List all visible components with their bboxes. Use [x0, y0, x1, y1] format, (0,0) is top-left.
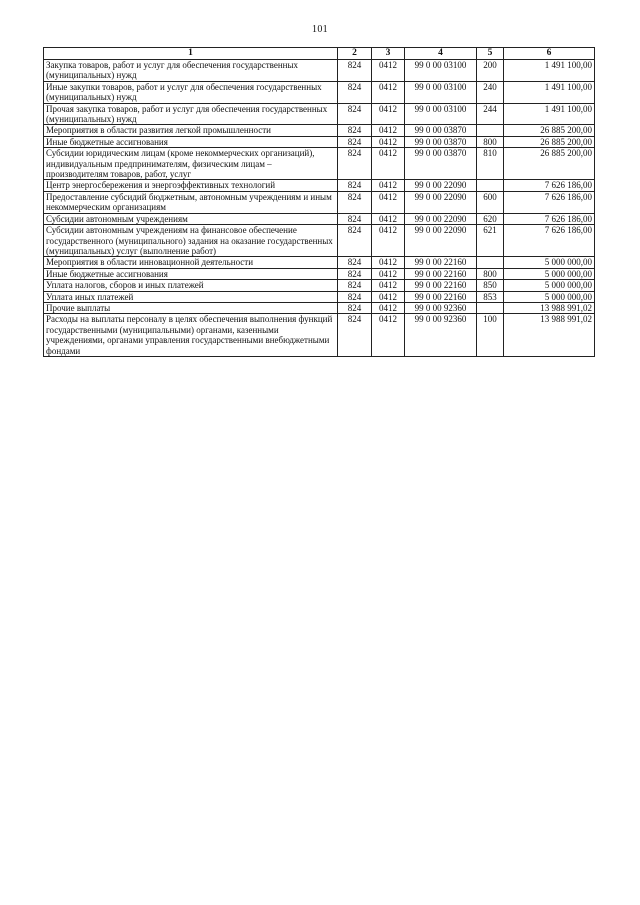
row-name: Расходы на выплаты персоналу в целях обеспечения выполнения функций государственными (муниципальными) органами, казенными учреждениями, органами управления государственными внебюджетными фондами	[44, 314, 338, 357]
row-name: Закупка товаров, работ и услуг для обеспечения государственных (муниципальных) нужд	[44, 60, 338, 82]
row-section-code: 0412	[372, 136, 405, 147]
row-amount: 26 885 200,00	[504, 148, 595, 180]
row-section-code: 0412	[372, 314, 405, 357]
row-section-code: 0412	[372, 180, 405, 191]
row-ministry-code: 824	[338, 60, 372, 82]
row-target-code: 99 0 00 03870	[405, 148, 477, 180]
column-header-name: 1	[44, 48, 338, 60]
table-row	[44, 213, 595, 224]
row-target-code: 99 0 00 22160	[405, 280, 477, 291]
column-header-target-article: 4	[405, 48, 477, 60]
row-amount: 7 626 186,00	[504, 191, 595, 213]
table-row	[44, 302, 595, 313]
row-amount: 1 491 100,00	[504, 81, 595, 103]
row-ministry-code: 824	[338, 257, 372, 268]
row-expense-type-code	[477, 302, 504, 313]
column-header-section: 3	[372, 48, 405, 60]
row-target-code: 99 0 00 03870	[405, 136, 477, 147]
row-amount: 7 626 186,00	[504, 225, 595, 257]
row-section-code: 0412	[372, 225, 405, 257]
budget-table	[43, 47, 595, 357]
row-target-code: 99 0 00 03870	[405, 125, 477, 136]
row-amount: 5 000 000,00	[504, 280, 595, 291]
table-row	[44, 280, 595, 291]
row-target-code: 99 0 00 03100	[405, 103, 477, 125]
row-amount: 1 491 100,00	[504, 103, 595, 125]
page-number: 101	[312, 24, 328, 35]
row-section-code: 0412	[372, 280, 405, 291]
row-amount: 7 626 186,00	[504, 180, 595, 191]
row-section-code: 0412	[372, 125, 405, 136]
row-target-code: 99 0 00 22090	[405, 213, 477, 224]
row-section-code: 0412	[372, 60, 405, 82]
row-amount: 13 988 991,02	[504, 314, 595, 357]
row-name: Иные бюджетные ассигнования	[44, 136, 338, 147]
row-ministry-code: 824	[338, 103, 372, 125]
row-name: Субсидии автономным учреждениям на финансовое обеспечение государственного (муниципального) задания на оказание государственных (муниципальных) услуг (выполнение работ)	[44, 225, 338, 257]
table-row	[44, 103, 595, 125]
row-ministry-code: 824	[338, 225, 372, 257]
row-name: Мероприятия в области развития легкой промышленности	[44, 125, 338, 136]
row-name: Субсидии автономным учреждениям	[44, 213, 338, 224]
row-amount: 5 000 000,00	[504, 257, 595, 268]
row-expense-type-code: 800	[477, 268, 504, 279]
row-name: Уплата налогов, сборов и иных платежей	[44, 280, 338, 291]
row-expense-type-code: 240	[477, 81, 504, 103]
row-name: Мероприятия в области инновационной деятельности	[44, 257, 338, 268]
row-target-code: 99 0 00 22090	[405, 180, 477, 191]
row-target-code: 99 0 00 03100	[405, 81, 477, 103]
column-header-amount: 6	[504, 48, 595, 60]
table-row	[44, 257, 595, 268]
row-expense-type-code: 850	[477, 280, 504, 291]
table-row	[44, 136, 595, 147]
row-ministry-code: 824	[338, 125, 372, 136]
row-amount: 13 988 991,02	[504, 302, 595, 313]
row-name: Уплата иных платежей	[44, 291, 338, 302]
row-expense-type-code	[477, 180, 504, 191]
table-row	[44, 314, 595, 357]
row-target-code: 99 0 00 03100	[405, 60, 477, 82]
row-expense-type-code: 100	[477, 314, 504, 357]
row-ministry-code: 824	[338, 291, 372, 302]
row-target-code: 99 0 00 22090	[405, 225, 477, 257]
row-target-code: 99 0 00 92360	[405, 302, 477, 313]
row-target-code: 99 0 00 22160	[405, 268, 477, 279]
row-amount: 5 000 000,00	[504, 291, 595, 302]
row-name: Прочие выплаты	[44, 302, 338, 313]
row-section-code: 0412	[372, 148, 405, 180]
row-amount: 5 000 000,00	[504, 268, 595, 279]
row-name: Прочая закупка товаров, работ и услуг для обеспечения государственных (муниципальных) нужд	[44, 103, 338, 125]
row-target-code: 99 0 00 22160	[405, 291, 477, 302]
row-expense-type-code	[477, 257, 504, 268]
row-section-code: 0412	[372, 213, 405, 224]
row-name: Субсидии юридическим лицам (кроме некоммерческих организаций), индивидуальным предпринимателям, физическим лицам – производителям товаров, работ, услуг	[44, 148, 338, 180]
row-ministry-code: 824	[338, 81, 372, 103]
table-row	[44, 60, 595, 82]
table-row	[44, 125, 595, 136]
row-section-code: 0412	[372, 257, 405, 268]
row-expense-type-code: 853	[477, 291, 504, 302]
row-name: Иные бюджетные ассигнования	[44, 268, 338, 279]
table-row	[44, 148, 595, 180]
row-name: Предоставление субсидий бюджетным, автономным учреждениям и иным некоммерческим организациям	[44, 191, 338, 213]
row-expense-type-code: 810	[477, 148, 504, 180]
row-expense-type-code: 621	[477, 225, 504, 257]
row-section-code: 0412	[372, 291, 405, 302]
row-section-code: 0412	[372, 81, 405, 103]
table-header-row	[44, 48, 595, 60]
row-section-code: 0412	[372, 191, 405, 213]
row-ministry-code: 824	[338, 136, 372, 147]
row-name: Центр энергосбережения и энергоэффективных технологий	[44, 180, 338, 191]
row-ministry-code: 824	[338, 148, 372, 180]
row-ministry-code: 824	[338, 191, 372, 213]
row-ministry-code: 824	[338, 314, 372, 357]
row-amount: 7 626 186,00	[504, 213, 595, 224]
row-ministry-code: 824	[338, 213, 372, 224]
table-row	[44, 191, 595, 213]
row-expense-type-code: 200	[477, 60, 504, 82]
table-row	[44, 268, 595, 279]
row-ministry-code: 824	[338, 268, 372, 279]
row-amount: 1 491 100,00	[504, 60, 595, 82]
row-section-code: 0412	[372, 302, 405, 313]
table-row	[44, 180, 595, 191]
table-row	[44, 81, 595, 103]
row-ministry-code: 824	[338, 302, 372, 313]
row-target-code: 99 0 00 92360	[405, 314, 477, 357]
row-target-code: 99 0 00 22160	[405, 257, 477, 268]
row-section-code: 0412	[372, 103, 405, 125]
table-row	[44, 225, 595, 257]
table-row	[44, 291, 595, 302]
column-header-ministry: 2	[338, 48, 372, 60]
row-amount: 26 885 200,00	[504, 136, 595, 147]
row-expense-type-code	[477, 125, 504, 136]
row-target-code: 99 0 00 22090	[405, 191, 477, 213]
row-amount: 26 885 200,00	[504, 125, 595, 136]
row-expense-type-code: 600	[477, 191, 504, 213]
row-expense-type-code: 800	[477, 136, 504, 147]
row-section-code: 0412	[372, 268, 405, 279]
row-ministry-code: 824	[338, 280, 372, 291]
row-name: Иные закупки товаров, работ и услуг для обеспечения государственных (муниципальных) нужд	[44, 81, 338, 103]
row-expense-type-code: 620	[477, 213, 504, 224]
row-ministry-code: 824	[338, 180, 372, 191]
row-expense-type-code: 244	[477, 103, 504, 125]
column-header-expense-type: 5	[477, 48, 504, 60]
